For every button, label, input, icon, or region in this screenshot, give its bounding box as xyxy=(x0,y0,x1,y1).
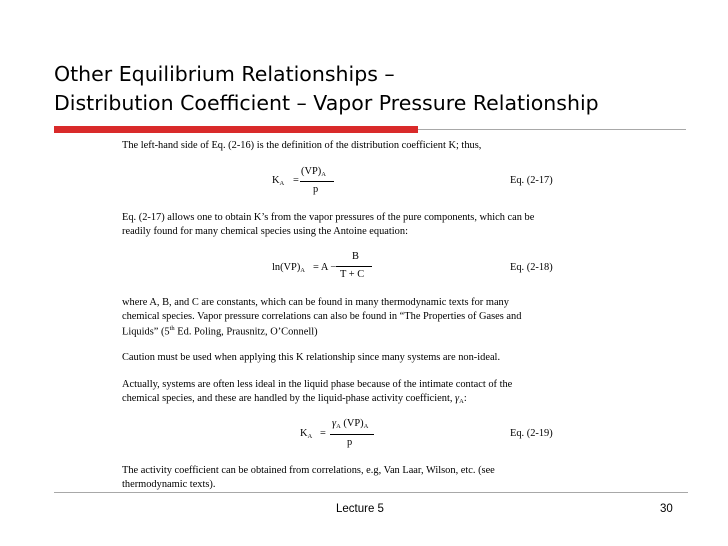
eq18-rhs-prefix: = A − xyxy=(313,262,337,273)
slide-title-line2: Distribution Coefficient – Vapor Pressure Relationship xyxy=(54,91,599,115)
eq18-denominator: T + C xyxy=(340,269,365,280)
paragraph-3-line3: Liquids” (5th Ed. Poling, Prausnitz, O’Connell) xyxy=(122,325,318,338)
eq17-label: Eq. (2-17) xyxy=(510,175,553,186)
eq19-fraction-bar xyxy=(330,434,374,435)
paragraph-3-line1: where A, B, and C are constants, which can be found in many thermodynamic texts for many xyxy=(122,297,509,308)
eq17-equals: = xyxy=(293,175,299,186)
eq19-denominator: p xyxy=(347,437,353,448)
paragraph-4: Caution must be used when applying this K relationship since many systems are non-ideal. xyxy=(122,352,501,363)
paragraph-6-line1: The activity coefficient can be obtained from correlations, e.g, Van Laar, Wilson, etc. (see xyxy=(122,465,495,476)
footer-lecture: Lecture 5 xyxy=(336,503,384,515)
paragraph-2-line1: Eq. (2-17) allows one to obtain K’s from the vapor pressures of the pure components, which can be xyxy=(122,212,535,223)
eq19-lhs: $K_A$ xyxy=(300,428,313,440)
page-number: 30 xyxy=(660,503,673,515)
eq19-equals: = xyxy=(320,428,326,439)
eq17-fraction-bar xyxy=(300,181,334,182)
paragraph-6-line2: thermodynamic texts). xyxy=(122,479,216,490)
paragraph-5-line1: Actually, systems are often less ideal in the liquid phase because of the intimate contact of the xyxy=(122,379,513,390)
slide-title-line1: Other Equilibrium Relationships – xyxy=(54,62,395,86)
eq19-label: Eq. (2-19) xyxy=(510,428,553,439)
paragraph-1: The left-hand side of Eq. (2-16) is the definition of the distribution coefficient K; thus, xyxy=(122,140,482,151)
eq17-numerator: $(VP)_A$ xyxy=(301,166,326,178)
eq19-numerator: $\gamma_A$ $(VP)_A$ xyxy=(332,418,369,430)
eq17-lhs: $K_A$ xyxy=(272,175,285,187)
paragraph-3-line2: chemical species. Vapor pressure correlations can also be found in “The Properties of Gases and xyxy=(122,311,522,322)
eq18-lhs: $\ln(VP)_A$ xyxy=(272,262,305,274)
eq17-denominator: p xyxy=(313,184,319,195)
eq18-fraction-bar xyxy=(336,266,372,267)
eq18-numerator: B xyxy=(352,251,359,262)
paragraph-5-line2: chemical species, and these are handled by the liquid-phase activity coefficient, $\gamma_A$: xyxy=(122,393,467,405)
eq18-label: Eq. (2-18) xyxy=(510,262,553,273)
footer-divider xyxy=(54,492,688,493)
paragraph-2-line2: readily found for many chemical species using the Antoine equation: xyxy=(122,226,408,237)
